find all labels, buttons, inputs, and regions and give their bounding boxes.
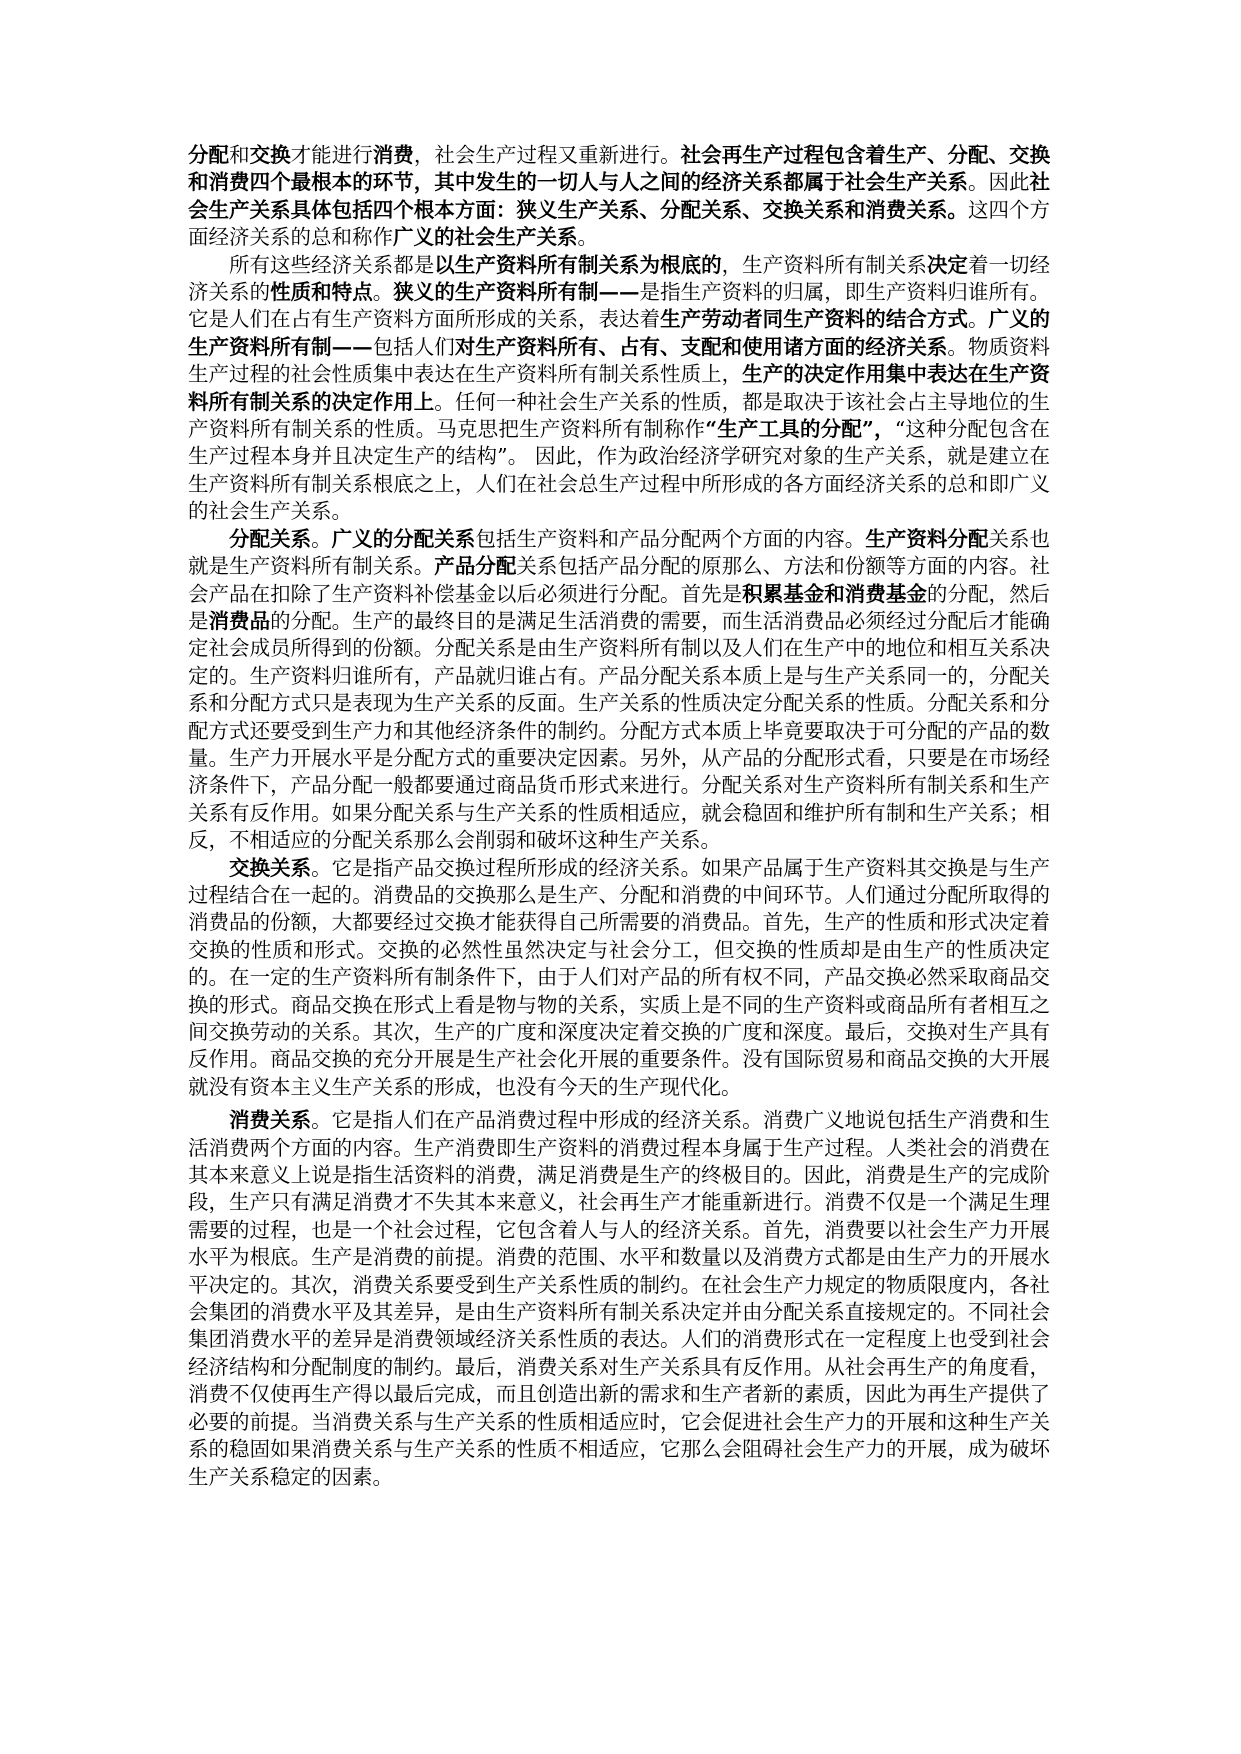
text-segment: “这种分配包含在生产过程本身并且决定生产的结构”。 因此，作为政治经济学研究对象的生产关系，就是建立在生产资料所有制关系根底之上，人们在社会总生产过程中所形成的各方面经济关系的总和即广义的社会生产关系。 <box>188 417 1050 524</box>
paragraph-intro <box>188 142 1050 252</box>
text-segment: 。 <box>967 307 989 332</box>
bold-text-segment: 分配 <box>188 143 230 167</box>
text-segment: 和 <box>229 143 250 167</box>
text-segment: 所有这些经济关系都是 <box>229 252 435 277</box>
bold-text-segment: 对生产资料所有、占有、支配和使用诸方面的经济关系 <box>454 334 948 359</box>
text-segment: 包括人们 <box>372 334 455 359</box>
bold-text-segment: 广义的社会生产关系 <box>393 225 578 250</box>
text-segment: 。 <box>311 526 332 551</box>
text-segment: ，生产资料所有制关系 <box>721 252 927 277</box>
text-segment: 关系也就是生产资料所有制关系。 <box>188 526 1051 579</box>
text-segment: 。任何一种社会生产关系的性质，都是取决于该社会占主导地位的生产资料所有制关系的性质。马克思把生产资料所有制称作 <box>188 389 1051 442</box>
text-segment: 。它是指人们在产品消费过程中形成的经济关系。消费广义地说包括生产消费和生活消费两个方面的内容。生产消费即生产资料的消费过程本身属于生产过程。人类社会的消费在其本来意义上说是指生活资料的消费，满足消费是生产的终极目的。因此，消费是生产的完成阶段，生产只有满足消费才不失其本来意义，社会再生产才能重新进行。消费不仅是一个满足生理需要的过程，也是一个社会过程，它包含着人与人的经济关系。首先，消费要以社会生产力开展水平为根底。生产是消费的前提。消费的范围、水平和数量以及消费方式都是由生产力的开展水平决定的。其次，消费关系要受到生产关系性质的制约。在社会生产力规定的物质限度内，各社会集团的消费水平及其差异，是由生产资料所有制关系决定并由分配关系直接规定的。不同社会集团消费水平的差异是消费领域经济关系性质的表达。人们的消费形式在一定程度上也受到社会经济结构和分配制度的制约。最后，消费关系对生产关系具有反作用。从社会再生产的角度看，消费不仅使再生产得以最后完成，而且创造出新的需求和生产者新的素质，因此为再生产提供了必要的前提。当消费关系与生产关系的性质相适应时，它会促进社会生产力的开展和这种生产关系的稳固如果消费关系与生产关系的性质不相适应，它那么会阻碍社会生产力的开展，成为破坏生产关系稳定的因素。 <box>188 1108 1051 1489</box>
bold-text-segment: 交换 <box>249 143 291 167</box>
text-segment: 这四个方面经济关系的总和称作 <box>188 197 1051 250</box>
paragraph-exchange <box>188 855 1050 1102</box>
bold-text-segment: 生产劳动者同生产资料的结合方式 <box>660 307 968 332</box>
text-segment: 。 <box>577 225 598 250</box>
text-segment: 的分配，然后是 <box>188 581 1051 633</box>
bold-text-segment: 生产的决定作用集中表达在生产资料所有制关系的决定作用上 <box>188 362 1051 414</box>
paragraph-distribution <box>188 526 1050 855</box>
bold-text-segment: 广义的分配关系 <box>331 526 476 551</box>
text-segment: 关系包括产品分配的原那么、方法和份额等方面的内容。社会产品在扣除了生产资料补偿基金以后必须进行分配。首先是 <box>188 554 1051 606</box>
bold-text-segment: 产品分配 <box>434 554 517 579</box>
bold-text-segment: 交换关系 <box>229 855 312 880</box>
bold-text-segment: 消费品 <box>208 608 271 633</box>
bold-text-segment: 广义的生产资料所有制—— <box>188 307 1051 359</box>
text-segment: 。它是指产品交换过程所形成的经济关系。如果产品属于生产资料其交换是与生产过程结合在一起的。消费品的交换那么是生产、分配和消费的中间环节。人们通过分配所取得的消费品的份额，大都要经过交换才能获得自己所需要的消费品。首先，生产的性质和形式决定着交换的性质和形式。交换的必然性虽然决定与社会分工，但交换的性质却是由生产的性质决定的。在一定的生产资料所有制条件下，由于人们对产品的所有权不同，产品交换必然采取商品交换的形式。商品交换在形式上看是物与物的关系，实质上是不同的生产资料或商品所有者相互之间交换劳动的关系。其次，生产的广度和深度决定着交换的广度和深度。最后，交换对生产具有反作用。商品交换的充分开展是生产社会化开展的重要条件。没有国际贸易和商品交换的大开展就没有资本主义生产关系的形成，也没有今天的生产现代化。 <box>188 855 1051 1099</box>
paragraph-ownership <box>188 252 1050 526</box>
text-segment: 包括生产资料和产品分配两个方面的内容。 <box>475 526 866 551</box>
text-segment: ，社会生产过程又重新进行。 <box>413 143 681 167</box>
text-segment: 是指生产资料的归属，即生产资料归谁所有。它是人们在占有生产资料方面所形成的关系，表达着 <box>188 280 1051 332</box>
document-body <box>188 142 1050 1491</box>
bold-text-segment: 决定 <box>926 252 968 277</box>
bold-text-segment: 生产资料分配 <box>865 526 989 551</box>
bold-text-segment: “生产工具的分配”， <box>705 417 895 442</box>
bold-text-segment: 消费关系 <box>229 1108 312 1133</box>
bold-text-segment: 消费 <box>372 143 414 167</box>
bold-text-segment: 狭义的生产资料所有制—— <box>393 280 640 305</box>
bold-text-segment: 积累基金和消费基金 <box>742 581 927 606</box>
bold-text-segment: 社会再生产过程包含着生产、分配、交换和消费四个最根本的环节，其中发生的一切人与人之间的经济关系都属于社会生产关系 <box>188 143 1051 195</box>
text-segment: 着一切经济关系的 <box>188 252 1051 305</box>
text-segment: 。物质资料生产过程的社会性质集中表达在生产资料所有制关系性质上， <box>188 334 1051 387</box>
bold-text-segment: 分配关系 <box>229 526 312 551</box>
bold-text-segment: 社会生产关系具体包括四个根本方面：狭义生产关系、分配关系、交换关系和消费关系。 <box>188 170 1051 222</box>
text-segment: 的分配。生产的最终目的是满足生活消费的需要，而生活消费品必须经过分配后才能确定社会成员所得到的份额。分配关系是由生产资料所有制以及人们在生产中的地位和相互关系决定的。生产资料归谁所有，产品就归谁占有。产品分配关系本质上是与生产关系同一的，分配关系和分配方式只是表现为生产关系的反面。生产关系的性质决定分配关系的性质。分配关系和分配方式还要受到生产力和其他经济条件的制约。分配方式本质上毕竟要取决于可分配的产品的数量。生产力开展水平是分配方式的重要决定因素。另外，从产品的分配形式看，只要是在市场经济条件下，产品分配一般都要通过商品货币形式来进行。分配关系对生产资料所有制关系和生产关系有反作用。如果分配关系与生产关系的性质相适应，就会稳固和维护所有制和生产关系；相反，不相适应的分配关系那么会削弱和破坏这种生产关系。 <box>188 608 1051 853</box>
bold-text-segment: 以生产资料所有制关系为根底的 <box>434 252 722 277</box>
text-segment: 。 <box>372 280 394 305</box>
bold-text-segment: 性质和特点 <box>270 280 373 305</box>
text-segment: 。因此 <box>967 170 1030 195</box>
paragraph-consumption <box>188 1107 1050 1491</box>
text-segment: 才能进行 <box>290 143 373 167</box>
